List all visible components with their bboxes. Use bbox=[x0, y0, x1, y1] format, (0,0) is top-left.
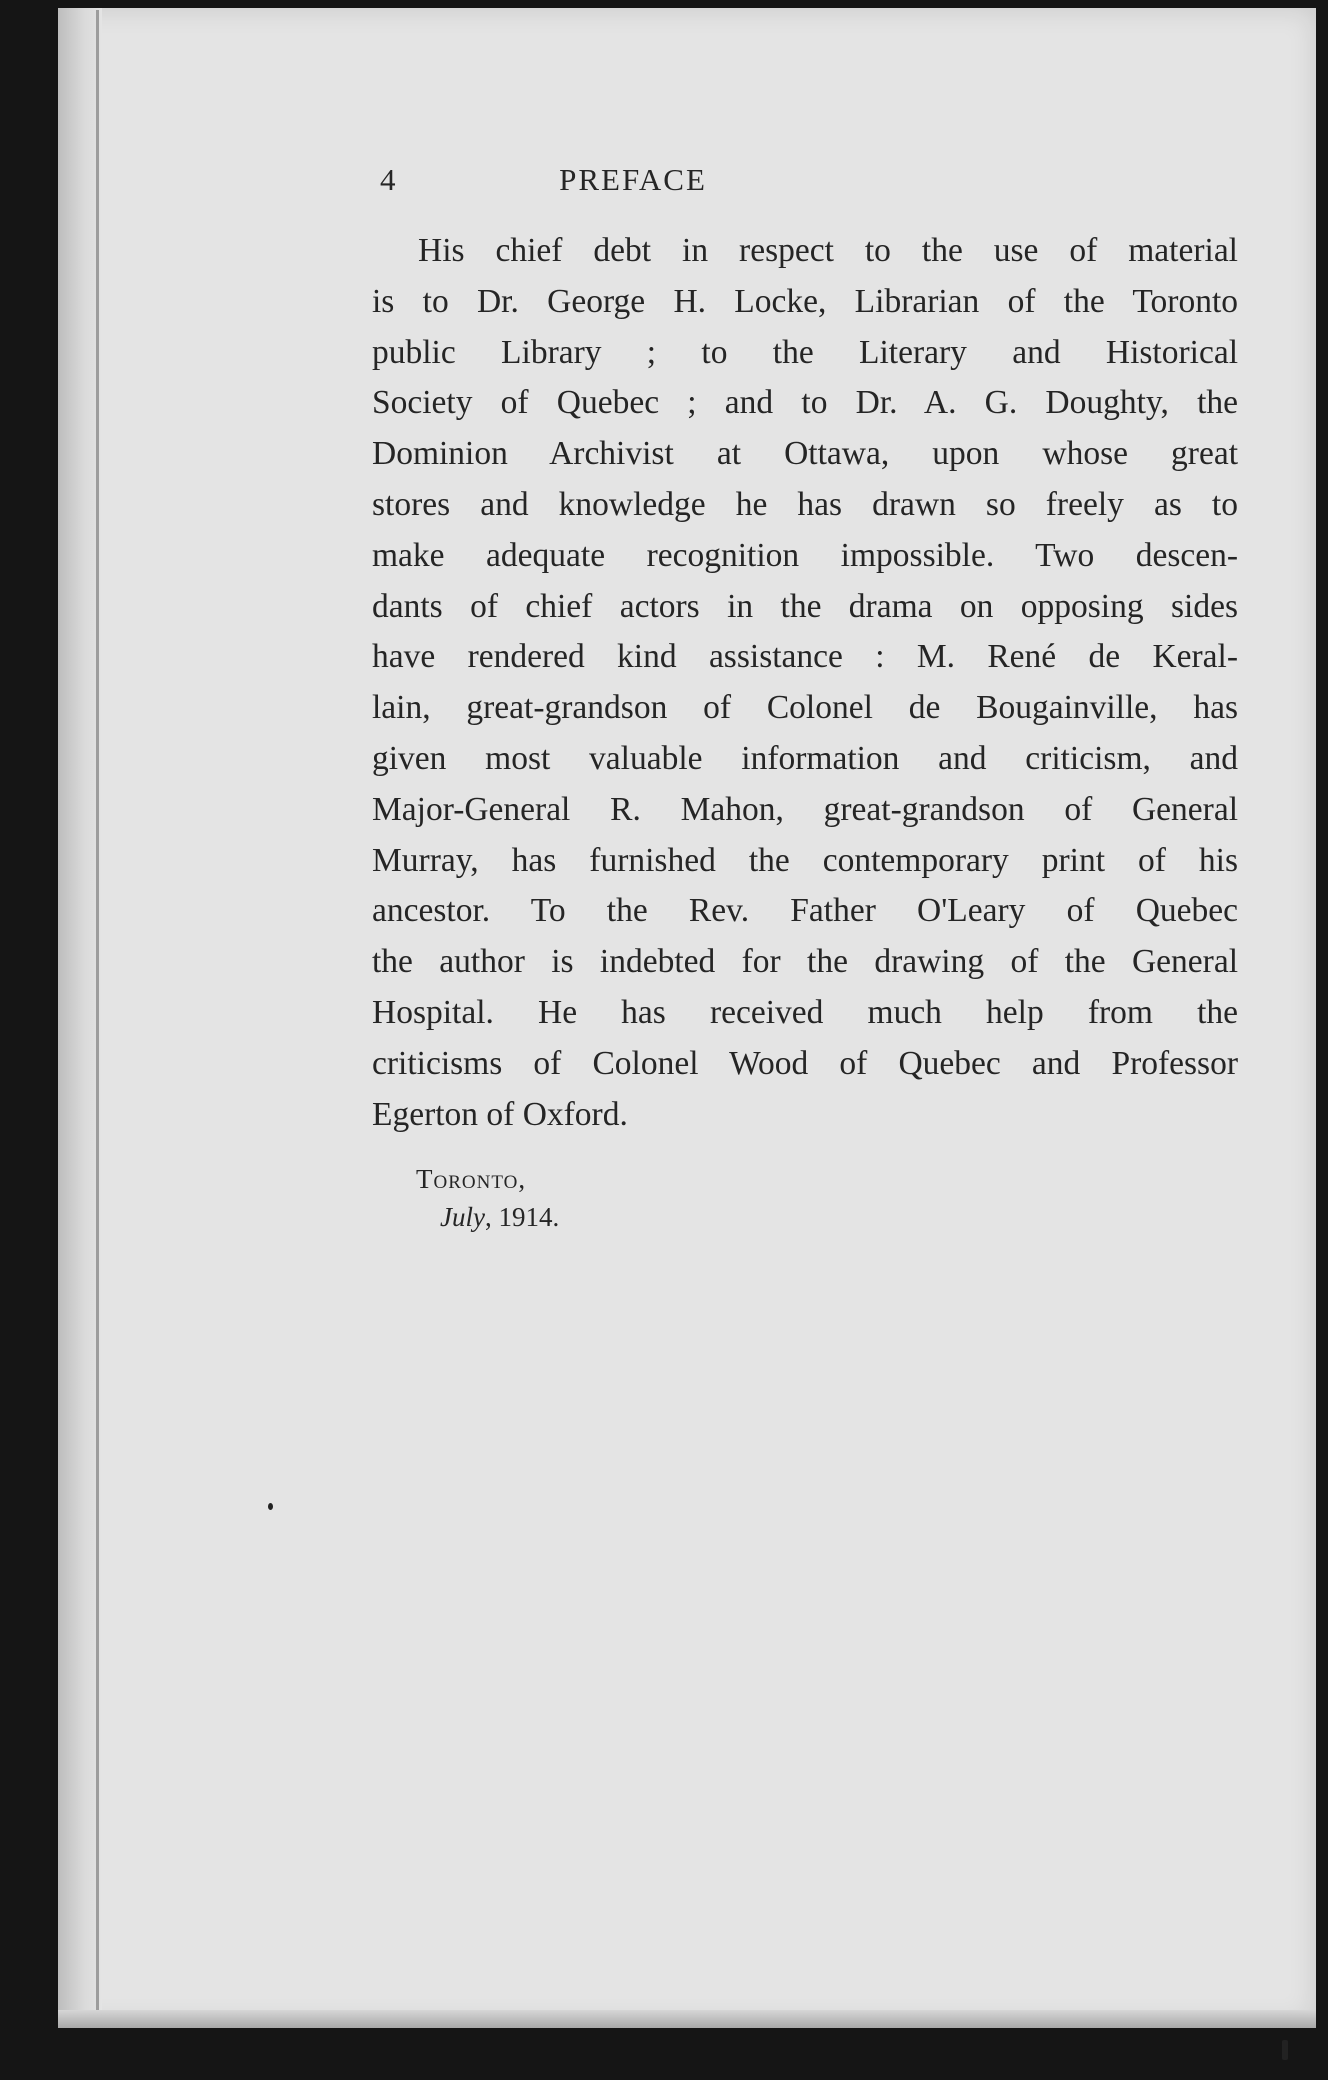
preface-paragraph bbox=[372, 226, 1238, 1140]
running-head bbox=[380, 162, 886, 210]
text-line: have rendered kind assistance : M. René de Keral- bbox=[372, 638, 1238, 676]
text-line: Major-General R. Mahon, great-grandson of General bbox=[372, 790, 1238, 828]
text-line: His chief debt in respect to the use of material bbox=[418, 232, 1238, 269]
text-line: Egerton of Oxford. bbox=[372, 1095, 628, 1133]
text-line: the author is indebted for the drawing of the General bbox=[372, 943, 1238, 981]
text-line: Murray, has furnished the contemporary print of his bbox=[372, 841, 1238, 879]
text-line: criticisms of Colonel Wood of Quebec and Professor bbox=[372, 1044, 1238, 1082]
ink-speck bbox=[268, 1503, 273, 1510]
text-line: dants of chief actors in the drama on opposing sides bbox=[372, 587, 1238, 625]
page-number: 4 bbox=[380, 162, 397, 197]
signoff-year: , 1914. bbox=[484, 1202, 560, 1232]
text-line: lain, great-grandson of Colonel de Bougainville, has bbox=[372, 689, 1238, 727]
signoff-month: July bbox=[440, 1202, 485, 1232]
text-line: is to Dr. George H. Locke, Librarian of the Toronto bbox=[372, 282, 1238, 320]
text-line: Hospital. He has received much help from the bbox=[372, 993, 1238, 1031]
text-line: stores and knowledge he has drawn so freely as to bbox=[372, 485, 1238, 523]
ink-speck bbox=[1282, 2040, 1288, 2060]
page-title: PREFACE bbox=[559, 162, 707, 197]
signoff bbox=[416, 1160, 559, 1236]
text-line: Dominion Archivist at Ottawa, upon whose great bbox=[372, 435, 1238, 473]
page-fold-line bbox=[96, 10, 99, 2020]
text-line: make adequate recognition impossible. Two descen- bbox=[372, 536, 1238, 574]
text-line: ancestor. To the Rev. Father O'Leary of Quebec bbox=[372, 892, 1238, 930]
page-bottom-edge bbox=[58, 2010, 1316, 2028]
signoff-date bbox=[416, 1198, 559, 1236]
signoff-place: Toronto, bbox=[416, 1164, 527, 1194]
text-line: public Library ; to the Literary and Historical bbox=[372, 333, 1238, 371]
text-line: given most valuable information and criticism, and bbox=[372, 739, 1238, 777]
text-line: Society of Quebec ; and to Dr. A. G. Doughty, the bbox=[372, 384, 1238, 422]
